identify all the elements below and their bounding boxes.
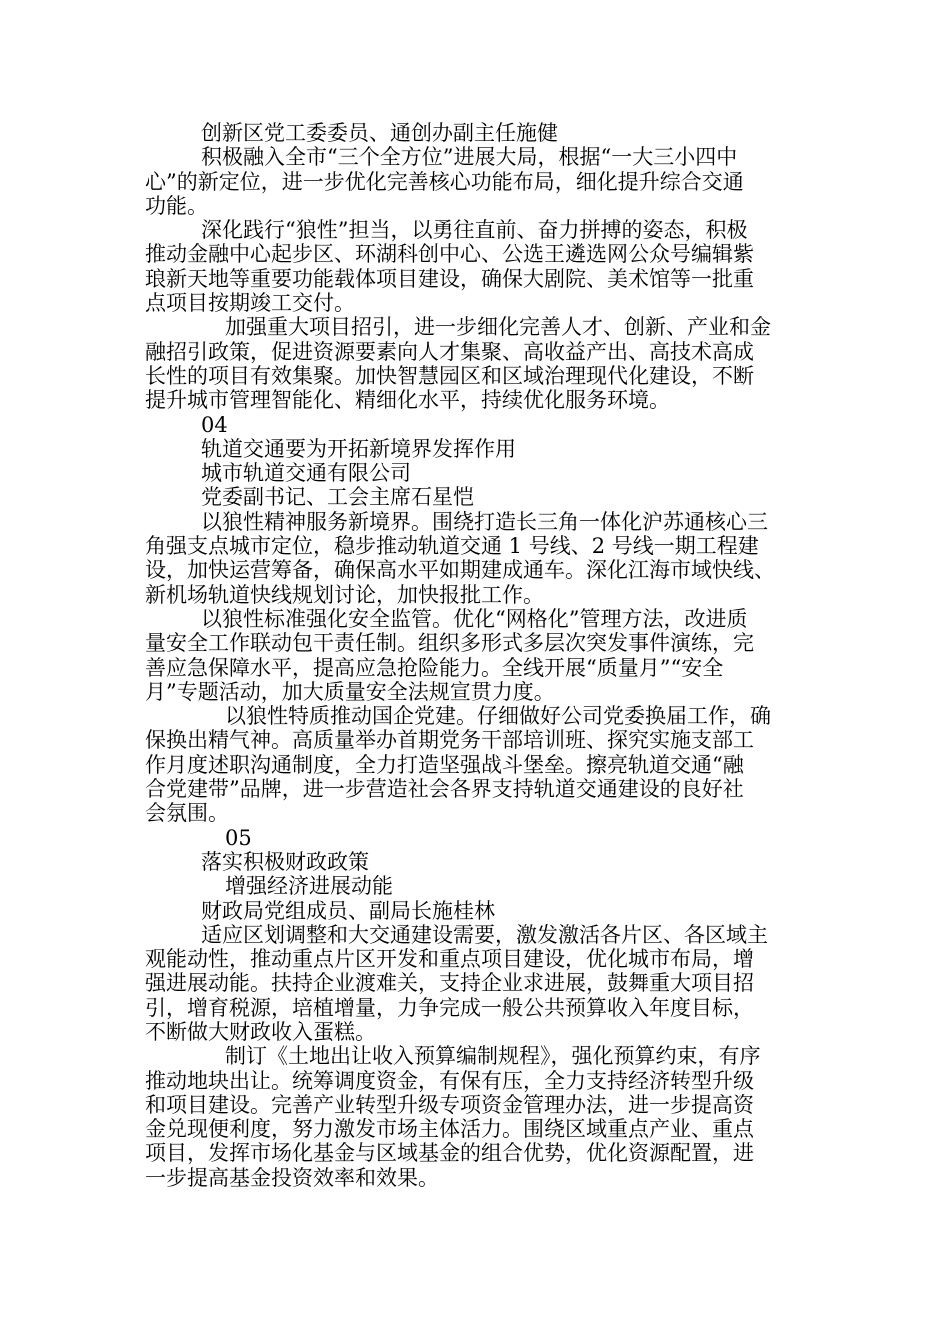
paragraph — [145, 923, 835, 1044]
text-line: 强进展动能。扶持企业渡难关，支持企业求进展，鼓舞重大项目招 — [145, 971, 754, 996]
text-line: 提升城市管理智能化、精细化水平，持续优化服务环境。 — [145, 388, 670, 413]
document-body — [145, 121, 835, 1190]
text-line: 以狼性标准强化安全监管。优化“网格化”管理方法，改进质 — [201, 606, 748, 631]
text-line: 和项目建设。完善产业转型升级专项资金管理办法，进一步提高资 — [145, 1092, 754, 1117]
text-line: 引，增育税源，培植增量，力争完成一般公共预算收入年度目标， — [145, 995, 754, 1020]
text-line: 金兑现便利度，努力激发市场主体活力。围绕区域重点产业、重点 — [145, 1117, 754, 1142]
text-line: 创新区党工委委员、通创办副主任施健 — [201, 121, 558, 145]
text-line: 作月度述职沟通制度，全力打造坚强战斗堡垒。擦亮轨道交通“融 — [145, 752, 744, 777]
text-line: 05 — [225, 825, 252, 850]
text-line: 增强经济进展动能 — [225, 874, 393, 899]
text-line: 04 — [201, 412, 228, 437]
text-line: 琅新天地等重要功能载体项目建设，确保大剧院、美术馆等一批重 — [145, 266, 754, 291]
paragraph — [145, 461, 835, 485]
text-line: 合党建带”品牌，进一步营造社会各界支持轨道交通建设的良好社 — [145, 777, 744, 802]
paragraph — [145, 1044, 835, 1190]
text-line: 观能动性，推动重点片区开发和重点项目建设，优化城市布局，增 — [145, 947, 754, 972]
text-line: 量安全工作联动包干责任制。组织多形式多层次突发事件演练，完 — [145, 631, 754, 656]
paragraph — [145, 145, 835, 218]
text-line: 功能。 — [145, 193, 208, 218]
paragraph — [145, 315, 835, 412]
text-line: 一步提高基金投资效率和效果。 — [145, 1165, 439, 1190]
text-line: 设，加快运营筹备，确保高水平如期建成通车。深化江海市域快线、 — [145, 558, 775, 583]
text-line: 制订《土地出让收入预算编制规程》，强化预算约束，有序 — [225, 1044, 761, 1069]
text-line: 项目，发挥市场化基金与区域基金的组合优势，优化资源配置，进 — [145, 1141, 754, 1166]
paragraph — [145, 510, 835, 607]
text-line: 推动地块出让。统筹调度资金，有保有压，全力支持经济转型升级 — [145, 1068, 754, 1093]
text-line: 深化践行“狼性”担当，以勇往直前、奋力拼搏的姿态，积极 — [201, 218, 748, 243]
paragraph — [145, 218, 835, 315]
text-line: 保换出精气神。高质量举办首期党务干部培训班、探究实施支部工 — [145, 728, 754, 753]
text-line: 适应区划调整和大交通建设需要，激发激活各片区、各区域主 — [201, 922, 768, 947]
text-line: 加强重大项目招引，进一步细化完善人才、创新、产业和金 — [225, 315, 771, 340]
paragraph — [145, 899, 835, 923]
paragraph — [145, 607, 835, 704]
text-line: 落实积极财政政策 — [201, 849, 369, 874]
paragraph — [145, 704, 835, 825]
paragraph — [145, 413, 835, 437]
paragraph — [145, 874, 835, 898]
text-line: 推动金融中心起步区、环湖科创中心、公选王遴选网公众号编辑紫 — [145, 242, 754, 267]
text-line: 不断做大财政收入蛋糕。 — [145, 1019, 376, 1044]
text-line: 会氛围。 — [145, 801, 229, 826]
text-line: 心”的新定位，进一步优化完善核心功能布局，细化提升综合交通 — [145, 169, 744, 194]
text-line: 善应急保障水平，提高应急抢险能力。全线开展“质量月”“安全 — [145, 655, 724, 680]
text-line: 城市轨道交通有限公司 — [201, 461, 411, 486]
text-line: 月”专题活动，加大质量安全法规宣贯力度。 — [145, 679, 555, 704]
text-line: 角强支点城市定位，稳步推动轨道交通 1 号线、2 号线一期工程建 — [145, 534, 759, 559]
text-line: 党委副书记、工会主席石星恺 — [201, 485, 474, 510]
paragraph — [145, 437, 835, 461]
text-line: 新机场轨道快线规划讨论，加快报批工作。 — [145, 582, 544, 607]
paragraph — [145, 850, 835, 874]
text-line: 积极融入全市“三个全方位”进展大局，根据“一大三小四中 — [201, 145, 738, 170]
text-line: 以狼性特质推动国企党建。仔细做好公司党委换届工作，确 — [225, 704, 771, 729]
paragraph — [145, 485, 835, 509]
text-line: 点项目按期竣工交付。 — [145, 291, 355, 316]
text-line: 财政局党组成员、副局长施桂林 — [201, 898, 495, 923]
paragraph — [145, 826, 835, 850]
text-line: 轨道交通要为开拓新境界发挥作用 — [201, 436, 516, 461]
paragraph — [145, 121, 835, 145]
text-line: 以狼性精神服务新境界。围绕打造长三角一体化沪苏通核心三 — [201, 509, 768, 534]
text-line: 长性的项目有效集聚。加快智慧园区和区域治理现代化建设，不断 — [145, 363, 754, 388]
text-line: 融招引政策，促进资源要素向人才集聚、高收益产出、高技术高成 — [145, 339, 754, 364]
